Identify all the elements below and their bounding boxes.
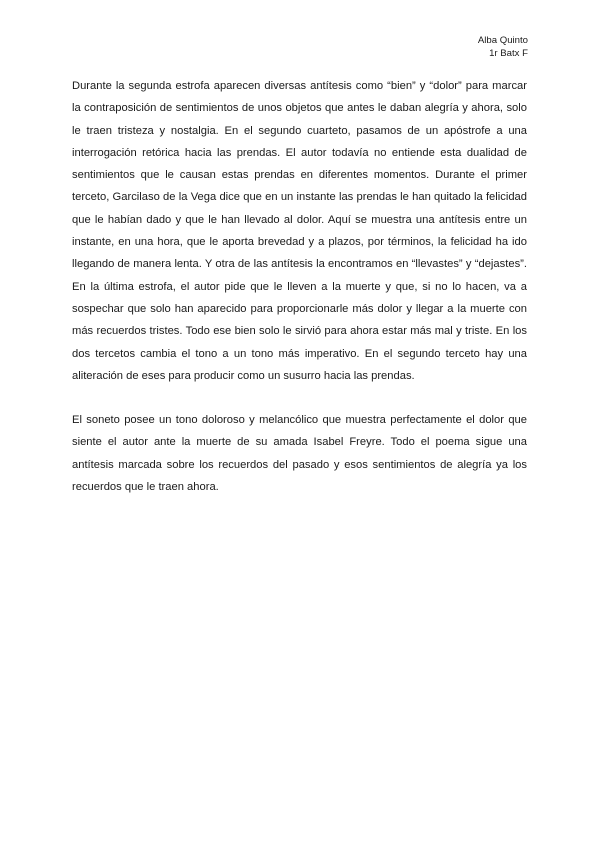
class-label: 1r Batx F — [489, 48, 528, 59]
author-name: Alba Quinto — [477, 35, 528, 46]
paragraph-conclusion: El soneto posee un tono doloroso y melancólico que muestra perfectamente el dolor que siente el autor ante la muerte de su amada Isabel Freyre. Todo el poema sigue una antítesis marcada sobre los recuerdos del pasado y esos sentimientos de alegría ya los recuerdos que le traen ahora. — [72, 414, 527, 494]
paragraph-analysis: Durante la segunda estrofa aparecen diversas antítesis como “bien” y “dolor” para marcar la contraposición de sentimientos de unos objetos que antes le daban alegría y ahora, solo le traen tristeza y nostalgia. En el segundo cuarteto, pasamos de un apóstrofe a una interrogación retórica hacia las prendas. El autor todavía no entiende esta dualidad de sentimientos que le causan estas prendas en diferentes momentos. Durante el primer terceto, Garcilaso de la Vega dice que en un instante las prendas le han quitado la felicidad que le habían dado y que le han llevado al dolor. Aquí se muestra una antítesis entre un instante, en una hora, que le aporta brevedad y a plazos, por términos, la felicidad ha ido llegando de manera lenta. Y otra de las antítesis la encontramos en “llevastes” y “dejastes”. En la última estrofa, el autor pide que le lleven a la muerte y que, si no lo hacen, va a sospechar que solo han aparecido para proporcionarle más dolor y llegar a la muerte con más recuerdos tristes. Todo ese bien solo le sirvió para ahora estar más mal y triste. En los dos tercetos cambia el tono a un tono más imperativo. En el segundo terceto hay una aliteración de eses para producir como un susurro hacia las prendas. — [72, 80, 527, 382]
page-header — [478, 34, 528, 60]
body-text — [72, 75, 527, 498]
